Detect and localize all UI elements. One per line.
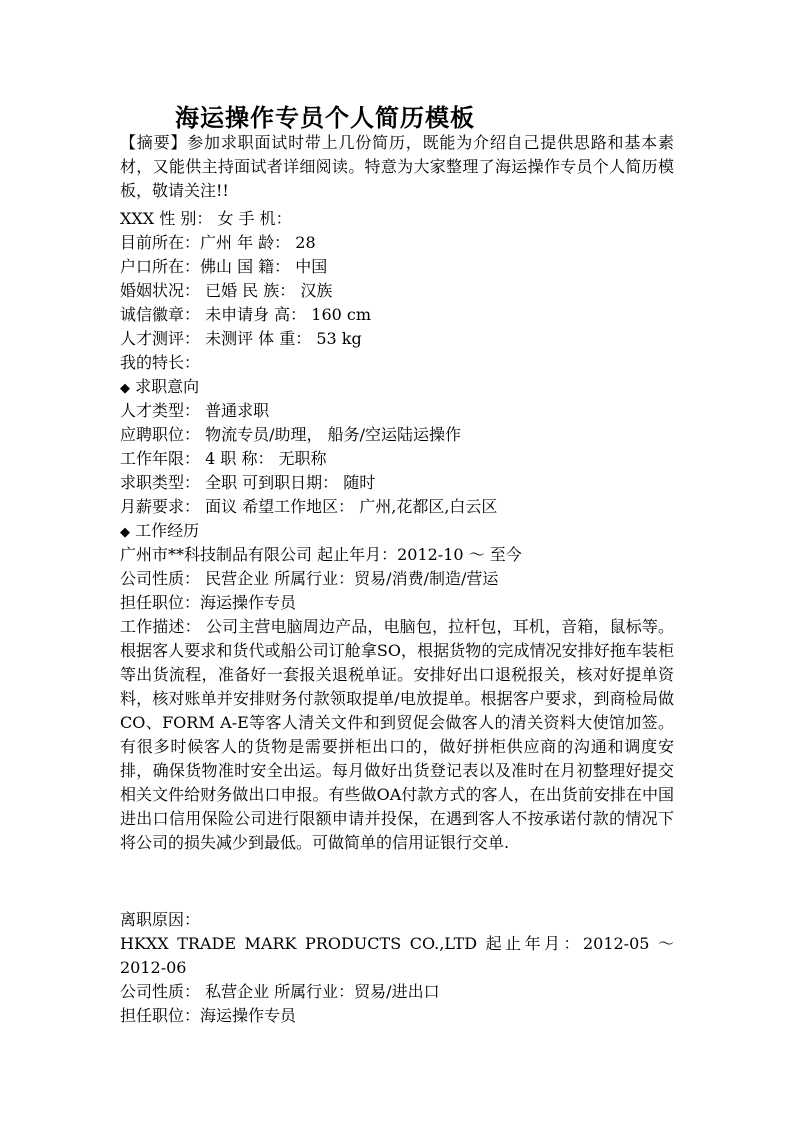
intent-line-years-title: 工作年限： 4 职 称： 无职称 — [120, 449, 327, 468]
job1-company-line: 广州市**科技制品有限公司 起止年月：2012-10 ～ 至今 — [120, 545, 522, 564]
profile-line-marital-ethnicity: 婚姻状况： 已婚 民 族： 汉族 — [120, 281, 333, 300]
job2-nature-line: 公司性质： 私营企业 所属行业：贸易/进出口 — [120, 982, 440, 1001]
intent-line-salary-area: 月薪要求： 面议 希望工作地区： 广州,花都区,白云区 — [120, 497, 498, 516]
intent-line-position: 应聘职位： 物流专员/助理， 船务/空运陆运操作 — [120, 425, 461, 444]
job1-position-line: 担任职位：海运操作专员 — [120, 593, 297, 612]
intent-line-talent-type: 人才类型： 普通求职 — [120, 401, 270, 420]
profile-line-location-age: 目前所在：广州 年 龄： 28 — [120, 233, 316, 252]
profile-line-name-gender: XXX 性 别： 女 手 机： — [120, 209, 292, 228]
summary-paragraph: 【摘要】参加求职面试时带上几份简历，既能为介绍自己提供思路和基本素材，又能供主持面试者详细阅读。特意为大家整理了海运操作专员个人简历模板，敬请关注!! — [120, 133, 674, 200]
job1-leave-reason: 离职原因： — [120, 910, 201, 929]
section-heading-label: 求职意向 — [130, 377, 200, 396]
diamond-bullet-icon: ◆ — [120, 525, 130, 540]
profile-line-hukou-nationality: 户口所在：佛山 国 籍： 中国 — [120, 257, 328, 276]
intent-line-type-availability: 求职类型： 全职 可到职日期： 随时 — [120, 473, 376, 492]
section-heading-label: 工作经历 — [130, 521, 200, 540]
profile-line-badge-height: 诚信徽章： 未申请身 高： 160 cm — [120, 305, 372, 324]
job2-position-line: 担任职位：海运操作专员 — [120, 1006, 297, 1025]
section-heading-work-experience — [120, 519, 199, 545]
job2-company-line: HKXX TRADE MARK PRODUCTS CO.,LTD 起止年月：2012-05 ～ 2012-06 — [120, 934, 674, 977]
profile-line-specialties: 我的特长： — [120, 353, 201, 372]
profile-line-assessment-weight: 人才测评： 未测评 体 重： 53 kg — [120, 329, 362, 348]
diamond-bullet-icon: ◆ — [120, 381, 130, 396]
job1-description: 工作描述： 公司主营电脑周边产品，电脑包，拉杆包，耳机，音箱，鼠标等。根据客人要求和货代或船公司订舱拿SO，根据货物的完成情况安排好拖车装柜等出货流程，准备好一套报关退税单证。安排好出口退税报关，核对好提单资料，核对账单并安排财务付款领取提单/电放提单。根据客户要求，到商检局做CO、FORM A-E等客人清关文件和到贸促会做客人的清关资料大使馆加签。有很多时候客人的货物是需要拼柜出口的，做好拼柜供应商的沟通和调度安排，确保货物准时安全出运。每月做好出货登记表以及准时在月初整理好提交相关文件给财务做出口申报。有些做OA付款方式的客人，在出货前安排在中国进出口信用保险公司进行限额申请并投保，在遇到客人不按承诺付款的情况下将公司的损失减少到最低。可做简单的信用证银行交单. — [120, 617, 674, 852]
job1-nature-line: 公司性质： 民营企业 所属行业：贸易/消费/制造/营运 — [120, 569, 499, 588]
section-heading-job-intent — [120, 375, 199, 401]
page-title: 海运操作专员个人简历模板 — [175, 104, 475, 132]
